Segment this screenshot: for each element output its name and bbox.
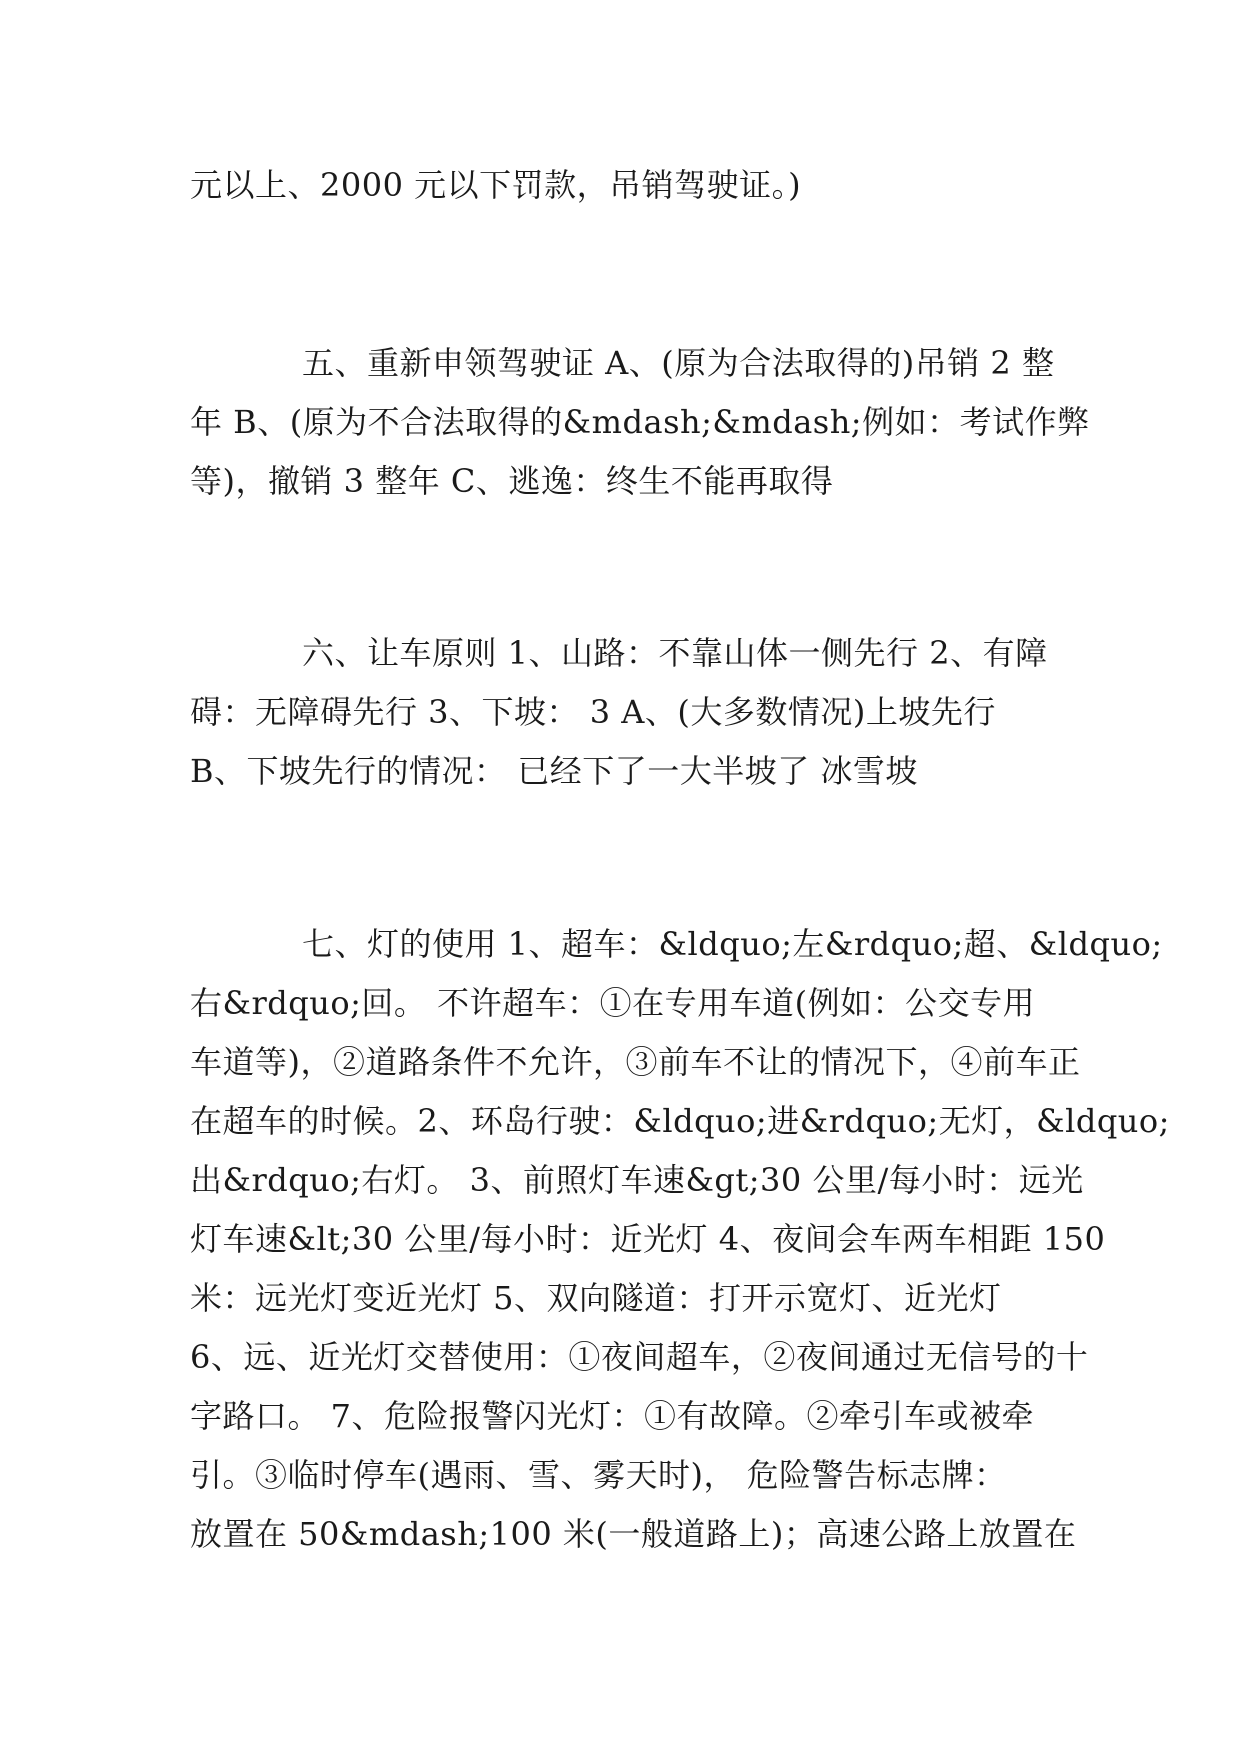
- text-line: 出&rdquo;右灯。 3、前照灯车速&gt;30 公里/每小时：远光: [190, 1161, 1084, 1199]
- text-line: 引。③临时停车(遇雨、雪、雾天时)， 危险警告标志牌：: [190, 1456, 1007, 1494]
- text-line: 车道等)，②道路条件不允许，③前车不让的情况下，④前车正: [190, 1043, 1081, 1081]
- text-line: 元以上、2000 元以下罚款，吊销驾驶证。): [190, 166, 802, 204]
- paragraph-light-usage: [190, 915, 1170, 1564]
- text-line: 灯车速&lt;30 公里/每小时：近光灯 4、夜间会车两车相距 150: [190, 1220, 1106, 1258]
- text-line: 米：远光灯变近光灯 5、双向隧道：打开示宽灯、近光灯: [190, 1279, 1002, 1317]
- text-line: 在超车的时候。2、环岛行驶：&ldquo;进&rdquo;无灯，&ldquo;: [190, 1102, 1170, 1140]
- text-line: 年 B、(原为不合法取得的&mdash;&mdash;例如：考试作弊: [190, 403, 1090, 441]
- text-line: 字路口。 7、危险报警闪光灯：①有故障。②牵引车或被牵: [190, 1397, 1035, 1435]
- text-line: 六、让车原则 1、山路：不靠山体一侧先行 2、有障: [302, 634, 1048, 672]
- paragraph-penalty-continuation: [190, 156, 1060, 215]
- text-line: 放置在 50&mdash;100 米(一般道路上)；高速公路上放置在: [190, 1515, 1077, 1553]
- text-line: 碍：无障碍先行 3、下坡： 3 A、(大多数情况)上坡先行: [190, 693, 996, 731]
- text-line: 6、远、近光灯交替使用：①夜间超车，②夜间通过无信号的十: [190, 1338, 1089, 1376]
- text-line: 七、灯的使用 1、超车：&ldquo;左&rdquo;超、&ldquo;: [302, 925, 1163, 963]
- text-line: B、下坡先行的情况： 已经下了一大半坡了 冰雪坡: [190, 752, 918, 790]
- text-line: 等)，撤销 3 整年 C、逃逸：终生不能再取得: [190, 462, 834, 500]
- text-line: 五、重新申领驾驶证 A、(原为合法取得的)吊销 2 整: [302, 344, 1055, 382]
- paragraph-yield-rules: [190, 624, 1060, 801]
- text-line: 右&rdquo;回。 不许超车：①在专用车道(例如：公交专用: [190, 984, 1036, 1022]
- paragraph-license-reapply: [190, 334, 1090, 511]
